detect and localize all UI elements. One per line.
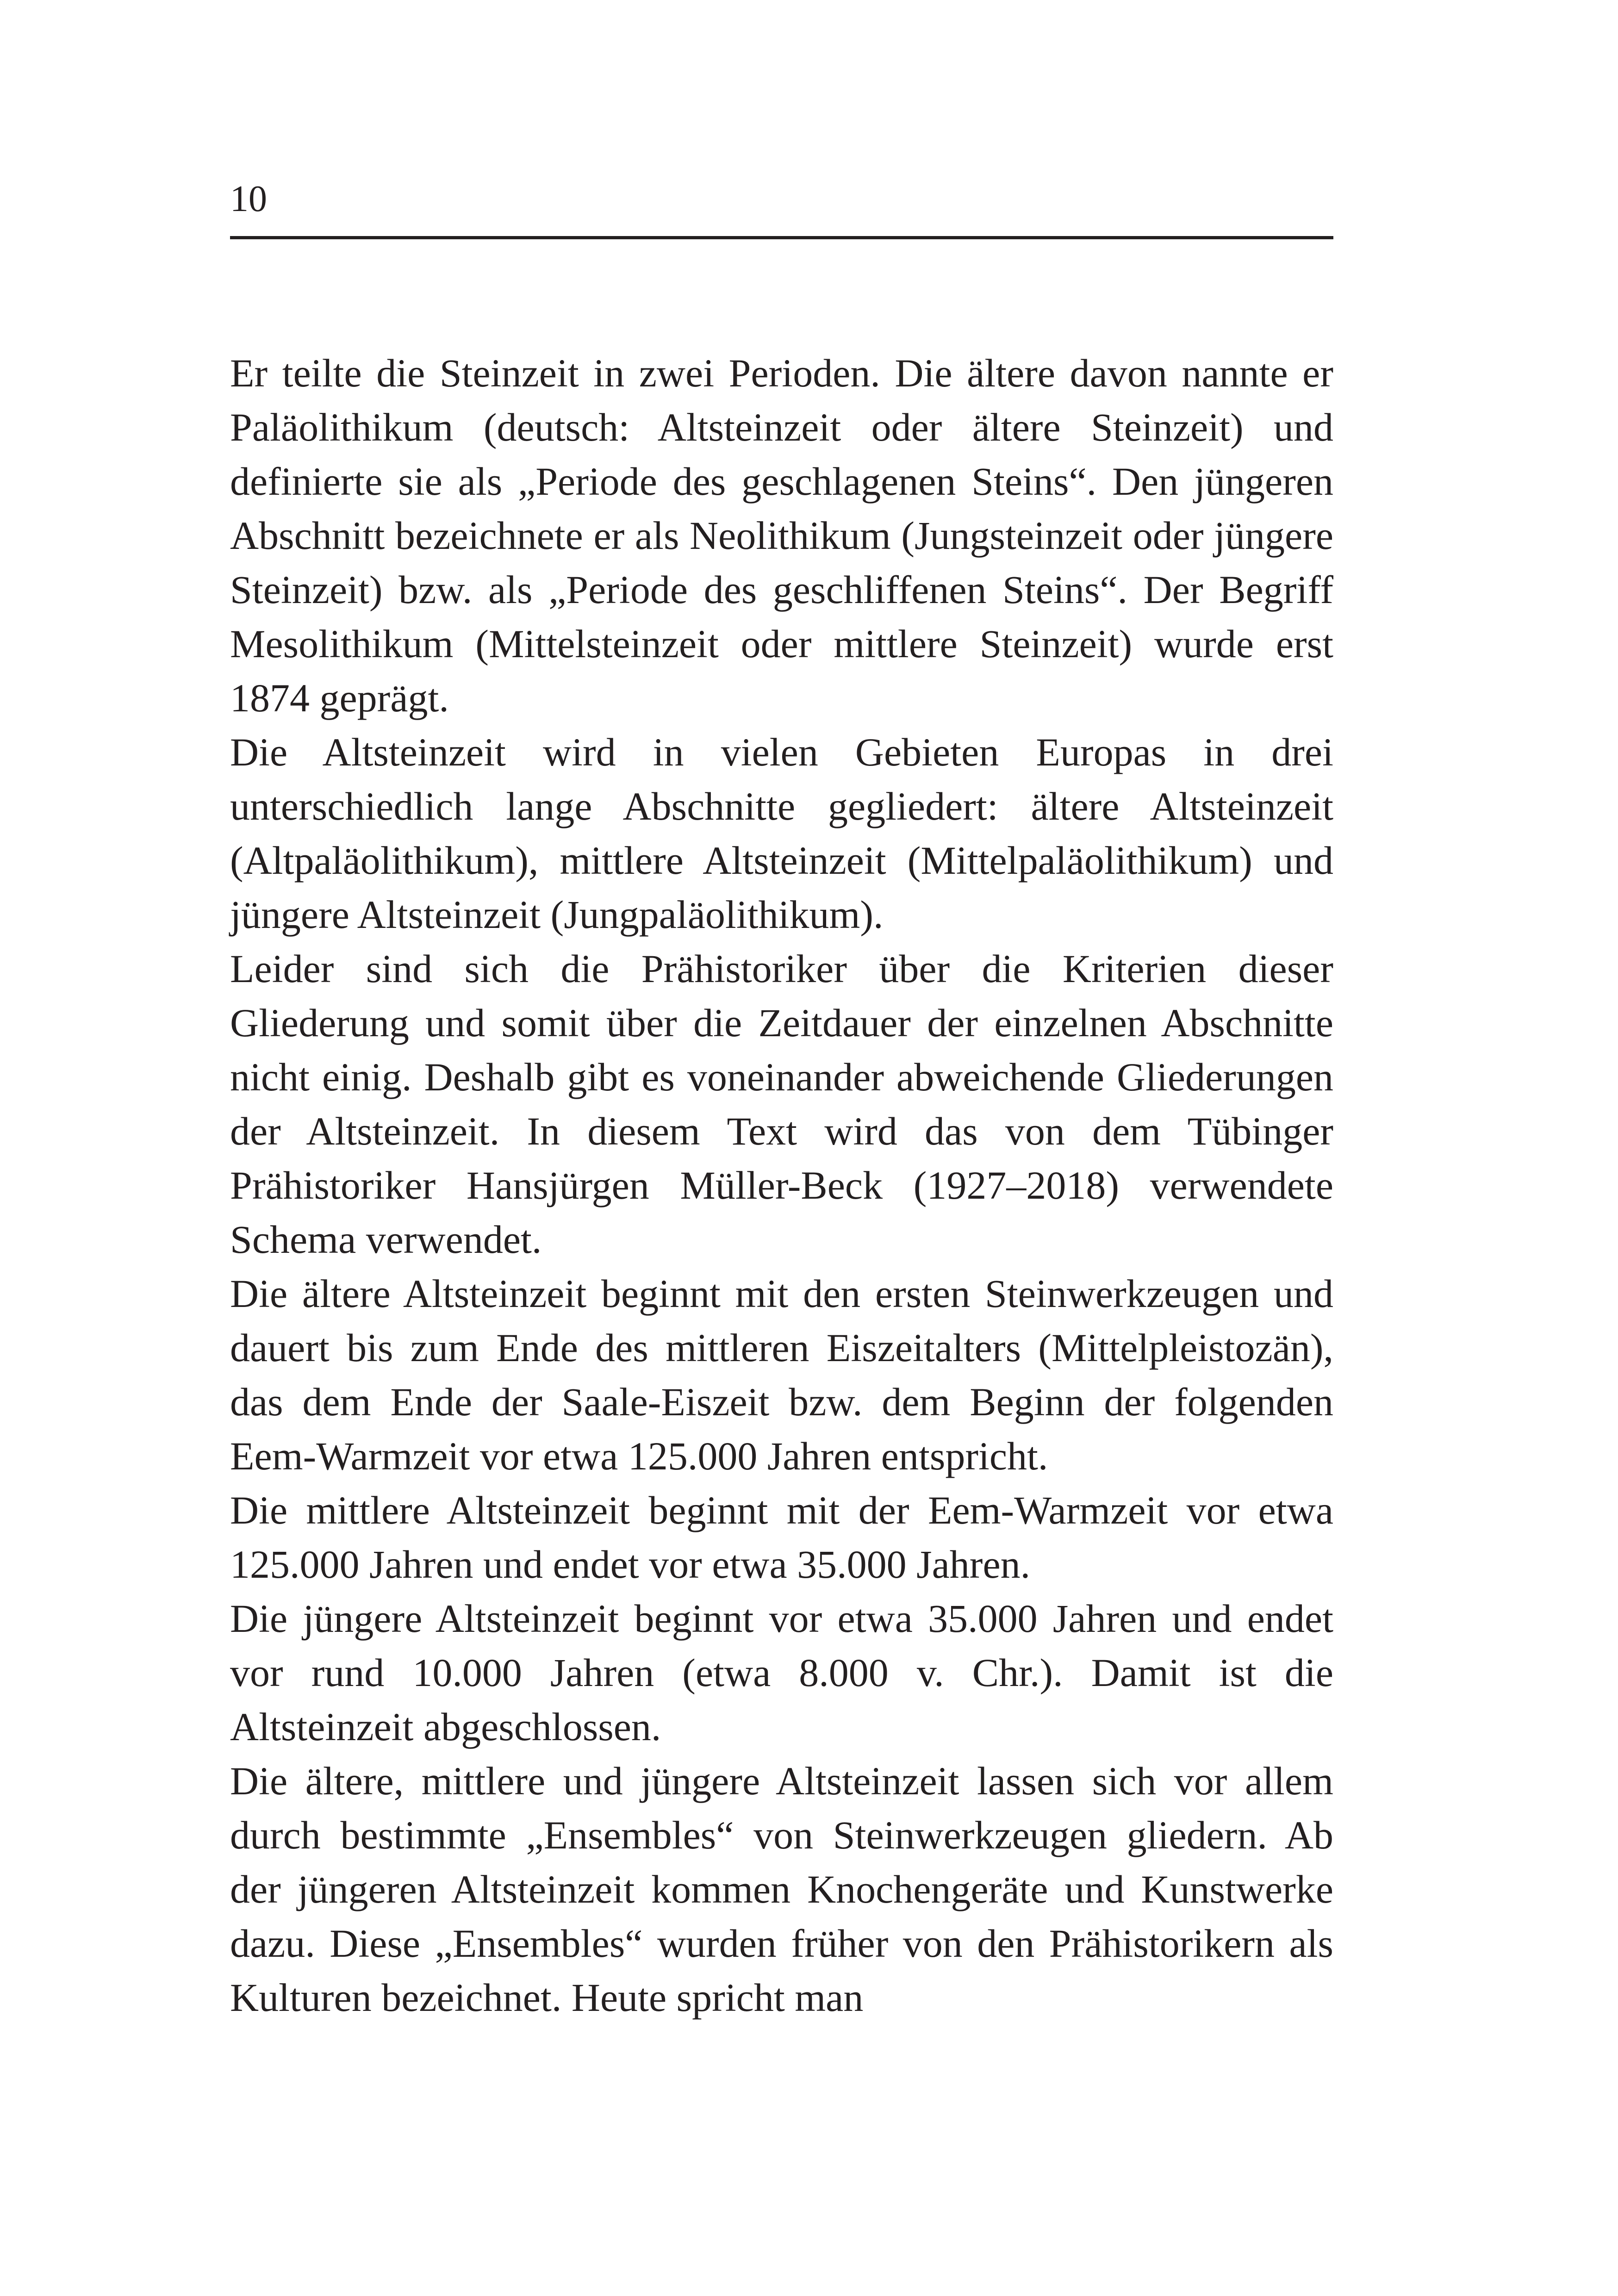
paragraph: Leider sind sich die Prähistoriker über die Kriterien dieser Gliederung und somit über die Zeitdauer der einzelnen Abschnitte nicht einig. Deshalb gibt es voneinander abweichende Gliederungen der Altsteinzeit. In diesem Text wird das von dem Tübinger Prähistoriker Hansjürgen Müller-Beck (1927–2018) verwendete Schema verwendet. — [230, 946, 1333, 1262]
paragraph: Er teilte die Steinzeit in zwei Perioden. Die ältere davon nannte er Paläolithikum (deutsch: Altsteinzeit oder ältere Steinzeit) und definierte sie als „Periode des geschlagenen Steins“. Den jüngeren Abschnitt bezeichnete er als Neolithikum (Jungsteinzeit oder jüngere Steinzeit) bzw. als „Periode des geschliffenen Steins“. Der Begriff Mesolithikum (Mittelsteinzeit oder mittlere Steinzeit) wurde erst 1874 geprägt. — [230, 351, 1333, 720]
running-header — [230, 176, 1333, 239]
paragraph: Die ältere, mittlere und jüngere Altsteinzeit lassen sich vor allem durch bestimmte „Ensembles“ von Steinwerkzeugen gliedern. Ab der jüngeren Altsteinzeit kommen Knochengeräte und Kunstwerke dazu. Diese „Ensembles“ wurden früher von den Prähistorikern als Kulturen bezeichnet. Heute spricht man — [230, 1759, 1333, 2020]
paragraph: Die Altsteinzeit wird in vielen Gebieten Europas in drei unterschiedlich lange Abschnitte gegliedert: ältere Altsteinzeit (Altpaläolithikum), mittlere Altsteinzeit (Mittelpaläolithikum) und jüngere Altsteinzeit (Jungpaläolithikum). — [230, 730, 1333, 937]
paragraph: Die ältere Altsteinzeit beginnt mit den ersten Steinwerkzeugen und dauert bis zum Ende des mittleren Eiszeitalters (Mittelpleistozän), das dem Ende der Saale-Eiszeit bzw. dem Beginn der folgenden Eem-Warmzeit vor etwa 125.000 Jahren entspricht. — [230, 1271, 1333, 1478]
paragraph: Die jüngere Altsteinzeit beginnt vor etwa 35.000 Jahren und endet vor rund 10.000 Jahren (etwa 8.000 v. Chr.). Damit ist die Altsteinzeit abgeschlossen. — [230, 1596, 1333, 1749]
body-text — [230, 346, 1333, 2025]
paragraph: Die mittlere Altsteinzeit beginnt mit der Eem-Warmzeit vor etwa 125.000 Jahren und endet vor etwa 35.000 Jahren. — [230, 1488, 1333, 1587]
page-number: 10 — [230, 179, 267, 219]
